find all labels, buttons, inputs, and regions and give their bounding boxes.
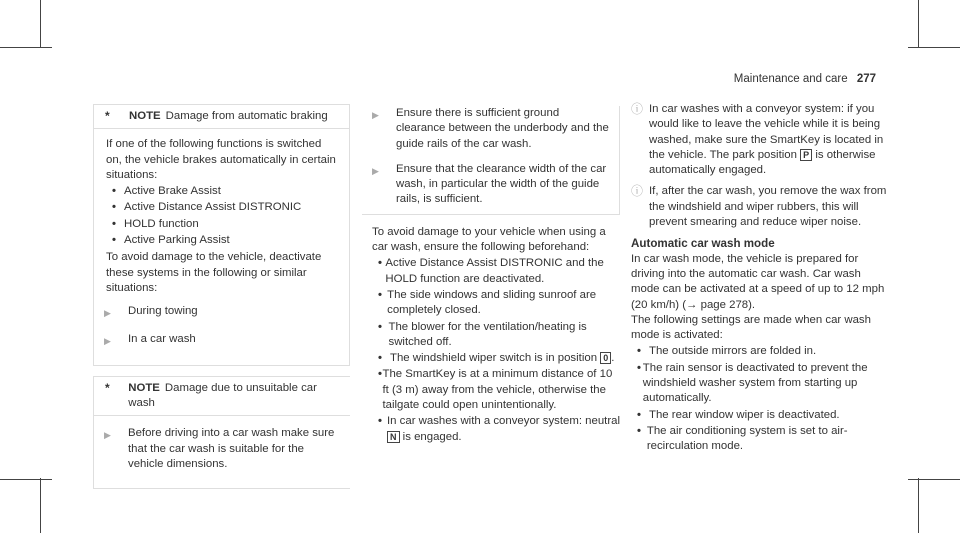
arrow-icon: ▶ bbox=[104, 335, 111, 346]
list-item: • Active Distance Assist DISTRONIC bbox=[112, 201, 302, 214]
list-item: • Active Distance Assist DISTRONIC and the HOLD function are deactivated. bbox=[378, 257, 604, 285]
list-item: • The SmartKey is at a minimum distance of 10 ft (3 m) away from the vehicle, otherwise the tailgate could open unintentionally. bbox=[378, 368, 613, 412]
list-item: • The side windows and sliding sunroof are completely closed. bbox=[378, 288, 597, 317]
step-item: ▶ Before driving into a car wash make sure that the car wash is suitable for the vehicle dimensions. bbox=[94, 426, 340, 472]
info-icon: ⓘ bbox=[631, 102, 644, 116]
column-middle bbox=[362, 104, 620, 446]
arrow-icon: ▶ bbox=[372, 165, 379, 176]
steps-box bbox=[362, 106, 620, 215]
list-item: • The outside mirrors are folded in. bbox=[637, 345, 817, 358]
column-right bbox=[631, 102, 891, 456]
list-item: • The air conditioning system is set to air-recirculation mode. bbox=[637, 424, 848, 453]
info-note: ⓘ In car washes with a conveyor system: if you would like to leave the vehicle while it is being washed, make sure the SmartKey is located in the vehicle. The park position P is otherwise automatically engaged. bbox=[631, 102, 884, 177]
arrow-icon: ▶ bbox=[372, 110, 379, 120]
info-note: ⓘ If, after the car wash, you remove the wax from the windshield and wiper rubbers, this will prevent smearing and reduce wiper noise. bbox=[631, 184, 887, 229]
section-title: Maintenance and care bbox=[733, 73, 848, 85]
list-item: • The windshield wiper switch is in position 0 . bbox=[378, 352, 615, 365]
step-item: ▶ In a car wash bbox=[94, 332, 339, 349]
note-label: NOTE bbox=[128, 381, 160, 394]
key-symbol: N bbox=[387, 431, 400, 443]
note-header bbox=[94, 377, 350, 417]
step-item: ▶ During towing bbox=[94, 304, 339, 321]
note-car-wash bbox=[93, 376, 350, 489]
column-left bbox=[93, 104, 350, 489]
crop-mark bbox=[40, 478, 41, 533]
crop-mark bbox=[908, 479, 960, 480]
key-symbol: P bbox=[800, 149, 812, 161]
section-heading: Automatic car wash mode bbox=[631, 237, 775, 251]
warning-icon: * bbox=[105, 380, 110, 395]
note-title: Damage from automatic braking bbox=[165, 110, 328, 122]
list-item: • Active Brake Assist bbox=[112, 185, 221, 198]
note-intro: If one of the following functions is switched on, the vehicle brakes automatically in certain situations: bbox=[106, 138, 336, 181]
step-item: ▶ Ensure there is sufficient ground clearance between the underbody and the guide rails of the car wash. bbox=[362, 106, 611, 152]
crop-mark bbox=[908, 47, 960, 48]
note-avoid: To avoid damage to the vehicle, deactivate these systems in the following or similar situations: bbox=[106, 251, 322, 294]
note-braking bbox=[93, 104, 350, 366]
list-item: • HOLD function bbox=[112, 217, 199, 230]
crop-mark bbox=[918, 478, 919, 533]
list-item: • Active Parking Assist bbox=[112, 234, 230, 247]
note-title: Damage due to unsuitable car wash bbox=[128, 381, 317, 410]
crop-mark bbox=[0, 479, 52, 480]
note-label: NOTE bbox=[129, 110, 161, 122]
note-header bbox=[94, 105, 349, 129]
paragraph: In car wash mode, the vehicle is prepared for driving into the automatic car wash. Car wash mode can be activated at a speed of up to 12 mph (20 km/h) (→ page 278). bbox=[631, 252, 885, 311]
list-item: • The blower for the ventilation/heating is switched off. bbox=[378, 320, 587, 348]
list-item: • In car washes with a conveyor system: neutral N is engaged. bbox=[378, 415, 620, 443]
crop-mark bbox=[918, 0, 919, 48]
arrow-icon: ▶ bbox=[104, 308, 111, 319]
crop-mark bbox=[0, 47, 52, 48]
warning-icon: * bbox=[105, 109, 110, 123]
arrow-icon: ▶ bbox=[104, 430, 111, 441]
paragraph: To avoid damage to your vehicle when using a car wash, ensure the following beforehand: bbox=[372, 225, 606, 254]
crop-mark bbox=[40, 0, 41, 48]
key-symbol: 0 bbox=[600, 352, 611, 364]
page-header bbox=[734, 73, 876, 85]
page-number: 277 bbox=[856, 73, 876, 85]
list-item: • The rear window wiper is deactivated. bbox=[637, 408, 840, 421]
step-item: ▶ Ensure that the clearance width of the car wash, in particular the width of the guide rails, is sufficient. bbox=[362, 162, 611, 208]
info-icon: ⓘ bbox=[631, 184, 644, 199]
list-item: • The rain sensor is deactivated to prevent the windshield washer system from starting up automatically. bbox=[637, 361, 868, 405]
paragraph: The following settings are made when car wash mode is activated: bbox=[631, 313, 871, 342]
